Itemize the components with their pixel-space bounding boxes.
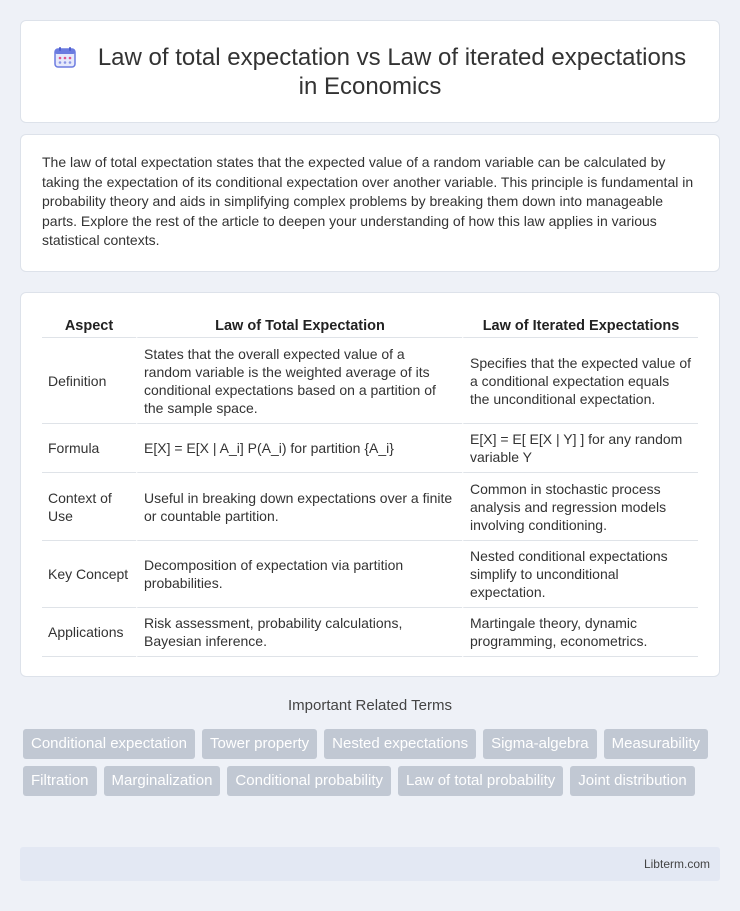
table-row bbox=[42, 424, 698, 473]
title-line-1: Law of total expectation vs Law of iterated expectations bbox=[97, 43, 687, 71]
row-iterated-expectations: Nested conditional expectations simplify to unconditional expectation. bbox=[462, 541, 698, 608]
intro-text: The law of total expectation states that the expected value of a random variable can be calculated by taking the expectation of its conditional expectation over another variable. This principle is fundamental in probability theory and aids in simplifying complex problems by breaking them down into manageable parts. Explore the rest of the article to deepen your understanding of how this law applies in various statistical contexts. bbox=[42, 154, 694, 248]
title-line-2: in Economics bbox=[298, 72, 442, 100]
page-title bbox=[54, 43, 686, 101]
tag-marginalization[interactable]: Marginalization bbox=[104, 766, 221, 796]
table-header-row bbox=[42, 309, 698, 338]
row-iterated-expectations: Specifies that the expected value of a conditional expectation equals the unconditional expectation. bbox=[462, 338, 698, 424]
tag-filtration[interactable]: Filtration bbox=[23, 766, 97, 796]
tag-conditional-expectation[interactable]: Conditional expectation bbox=[23, 729, 195, 759]
row-total-expectation: States that the overall expected value of a random variable is the weighted average of its conditional expectations based on a partition of the sample space. bbox=[136, 338, 462, 424]
row-iterated-expectations: Common in stochastic process analysis and regression models involving conditioning. bbox=[462, 473, 698, 541]
row-aspect: Context of Use bbox=[42, 473, 136, 541]
column-header-total-expectation: Law of Total Expectation bbox=[136, 309, 462, 338]
tag-nested-expectations[interactable]: Nested expectations bbox=[324, 729, 476, 759]
row-total-expectation: Useful in breaking down expectations over a finite or countable partition. bbox=[136, 473, 462, 541]
row-total-expectation: Decomposition of expectation via partition probabilities. bbox=[136, 541, 462, 608]
related-terms-list bbox=[23, 729, 723, 796]
intro-card bbox=[20, 134, 720, 272]
footer-brand-link[interactable]: Libterm.com bbox=[643, 857, 710, 871]
row-aspect: Definition bbox=[42, 338, 136, 424]
row-iterated-expectations: Martingale theory, dynamic programming, econometrics. bbox=[462, 608, 698, 657]
tag-joint-distribution[interactable]: Joint distribution bbox=[570, 766, 694, 796]
tag-measurability[interactable]: Measurability bbox=[604, 729, 708, 759]
column-header-iterated-expectations: Law of Iterated Expectations bbox=[462, 309, 698, 338]
related-terms-heading: Important Related Terms bbox=[288, 697, 452, 714]
row-total-expectation: E[X] = E[X | A_i] P(A_i) for partition {A_i} bbox=[136, 424, 462, 473]
row-aspect: Formula bbox=[42, 424, 136, 473]
column-header-aspect: Aspect bbox=[42, 309, 136, 338]
comparison-table bbox=[42, 309, 698, 657]
tag-conditional-probability[interactable]: Conditional probability bbox=[227, 766, 391, 796]
calendar-icon bbox=[54, 46, 76, 68]
row-aspect: Key Concept bbox=[42, 541, 136, 608]
table-row bbox=[42, 338, 698, 424]
tag-sigma-algebra[interactable]: Sigma-algebra bbox=[483, 729, 597, 759]
row-total-expectation: Risk assessment, probability calculations, Bayesian inference. bbox=[136, 608, 462, 657]
tag-law-of-total-probability[interactable]: Law of total probability bbox=[398, 766, 563, 796]
table-row bbox=[42, 541, 698, 608]
row-aspect: Applications bbox=[42, 608, 136, 657]
table-row bbox=[42, 473, 698, 541]
table-row bbox=[42, 608, 698, 657]
title-card bbox=[20, 20, 720, 123]
row-iterated-expectations: E[X] = E[ E[X | Y] ] for any random variable Y bbox=[462, 424, 698, 473]
footer bbox=[20, 847, 720, 881]
comparison-card bbox=[20, 292, 720, 677]
tag-tower-property[interactable]: Tower property bbox=[202, 729, 317, 759]
